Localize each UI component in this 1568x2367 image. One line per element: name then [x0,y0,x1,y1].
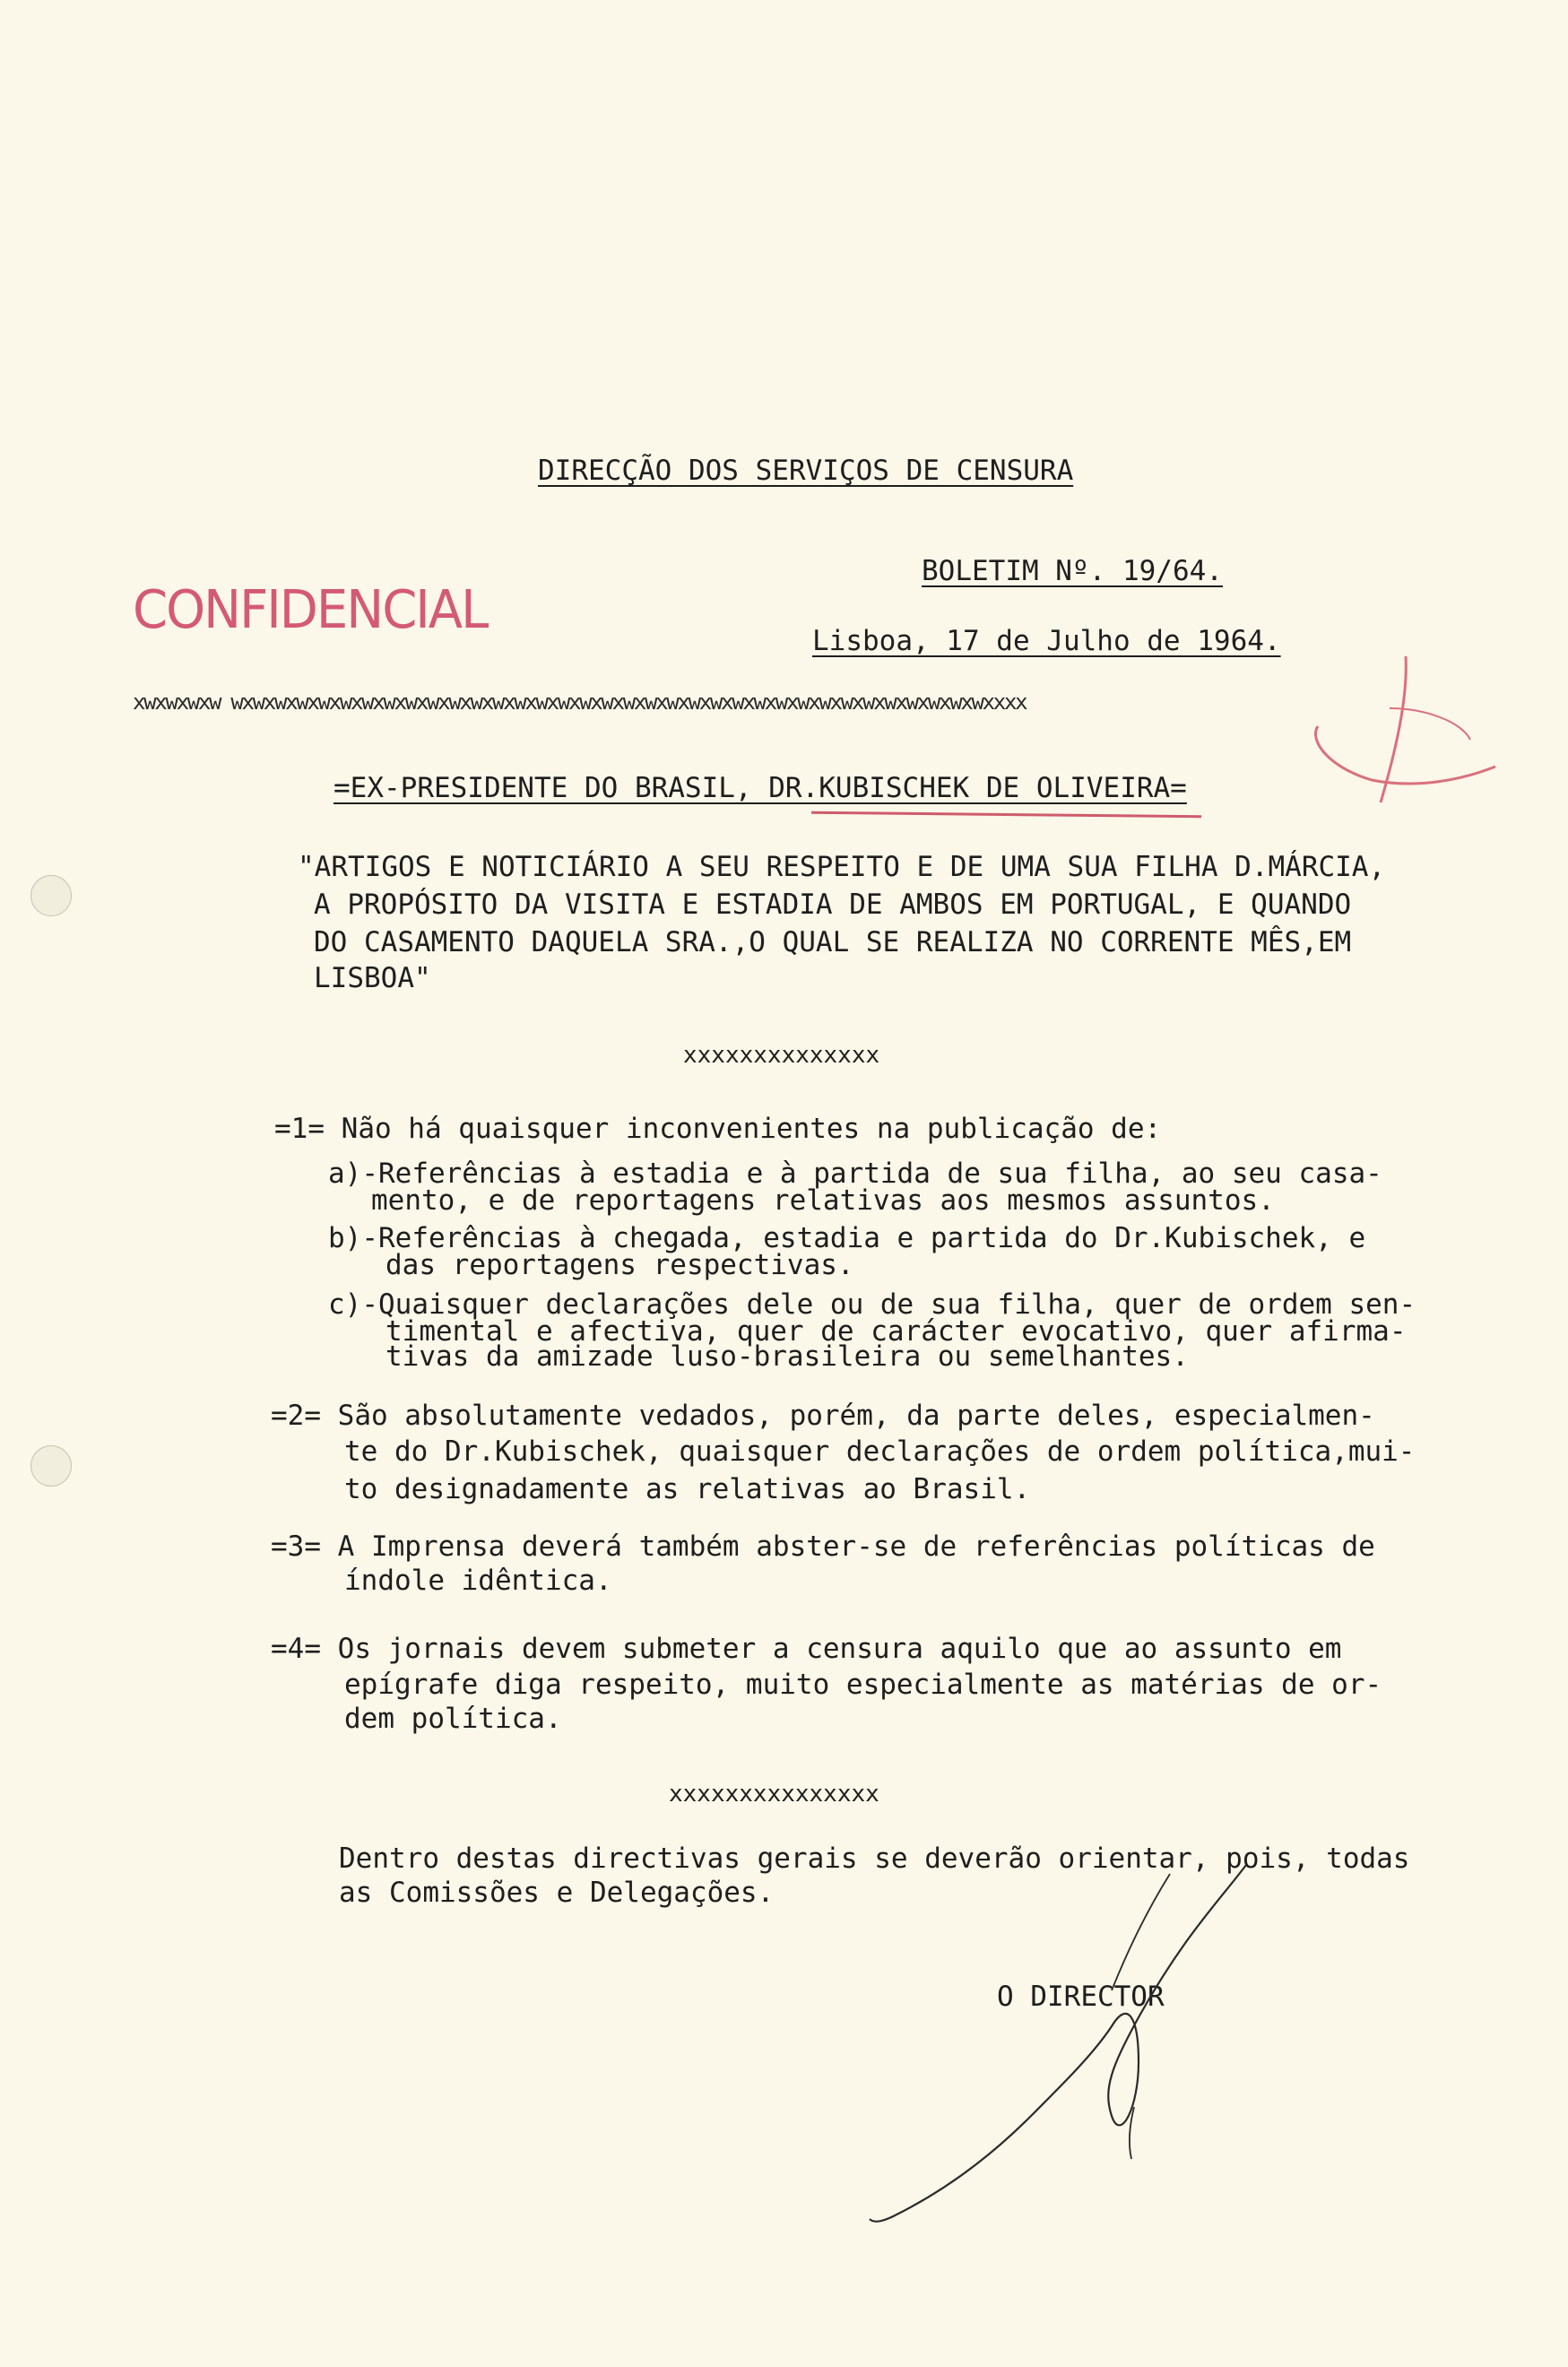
subject-line-1: "ARTIGOS E NOTICIÁRIO A SEU RESPEITO E DE UMA SUA FILHA D.MÁRCIA, [298,851,1386,883]
item-1c-line-3: tivas da amizade luso-brasileira ou semelhantes. [386,1340,1189,1373]
item-2-line-1: =2= São absolutamente vedados, porém, da parte deles, especialmen- [271,1400,1375,1432]
red-underline [811,811,1201,819]
item-2-line-2: te do Dr.Kubischek, quaisquer declarações de ordem política,mui- [344,1435,1416,1468]
closing-line-1: Dentro destas directivas gerais se deverão orientar, pois, todas [339,1842,1410,1875]
subject-line-4: LISBOA" [314,962,431,994]
item-2-line-3: to designadamente as relativas ao Brasil. [344,1473,1031,1505]
place-date: Lisboa, 17 de Julho de 1964. [812,625,1281,657]
item-4-line-1: =4= Os jornais devem submeter a censura aquilo que ao assunto em [271,1633,1342,1665]
department-heading: DIRECÇÃO DOS SERVIÇOS DE CENSURA [538,455,1074,487]
punch-hole-top [30,875,72,916]
item-3-line-1: =3= A Imprensa deverá também abster-se de referências políticas de [271,1530,1375,1563]
signature-label: O DIRECTOR [997,1981,1165,2013]
item-1a-line-1: a)-Referências à estadia e à partida de sua filha, ao seu casa- [328,1157,1382,1190]
confidencial-stamp: CONFIDENCIAL [133,579,488,641]
item-1-intro: =1= Não há quaisquer inconvenientes na publicação de: [274,1113,1162,1145]
item-1a-line-2: mento, e de reportagens relativas aos mesmos assuntos. [371,1184,1275,1217]
divider-2: xxxxxxxxxxxxxxx [669,1781,879,1808]
item-4-line-3: dem política. [344,1703,562,1735]
item-1b-line-2: das reportagens respectivas. [386,1249,854,1281]
item-4-line-2: epígrafe diga respeito, muito especialmente as matérias de or- [344,1669,1382,1701]
divider-1: xxxxxxxxxxxxxx [683,1042,880,1069]
item-1b-line-1: b)-Referências à chegada, estadia e partida do Dr.Kubischek, e [328,1222,1366,1254]
closing-line-2: as Comissões e Delegações. [339,1877,775,1909]
item-1c-line-1: c)-Quaisquer declarações dele ou de sua filha, quer de ordem sen- [328,1288,1416,1321]
x-separator-row: xwxwxwxw wxwxwxwxwxwxwxwxwxwxwxwxwxwxwxwxwxwxwxwxwxwxwxwxwxwxwxwxwxwxwxwxwxwxwxxxx [133,689,1027,715]
subject-title: =EX-PRESIDENTE DO BRASIL, DR.KUBISCHEK DE OLIVEIRA= [334,772,1187,804]
bulletin-number: BOLETIM Nº. 19/64. [922,555,1223,587]
subject-line-2: A PROPÓSITO DA VISITA E ESTADIA DE AMBOS EM PORTUGAL, E QUANDO [314,889,1352,921]
red-handwritten-mark [1291,655,1506,807]
subject-line-3: DO CASAMENTO DAQUELA SRA.,O QUAL SE REALIZA NO CORRENTE MÊS,EM [314,926,1352,958]
item-3-line-2: índole idêntica. [344,1565,612,1597]
director-signature [843,1847,1273,2224]
item-1c-line-2: timental e afectiva, quer de carácter evocativo, quer afirma- [386,1315,1407,1348]
punch-hole-bottom [30,1445,72,1487]
